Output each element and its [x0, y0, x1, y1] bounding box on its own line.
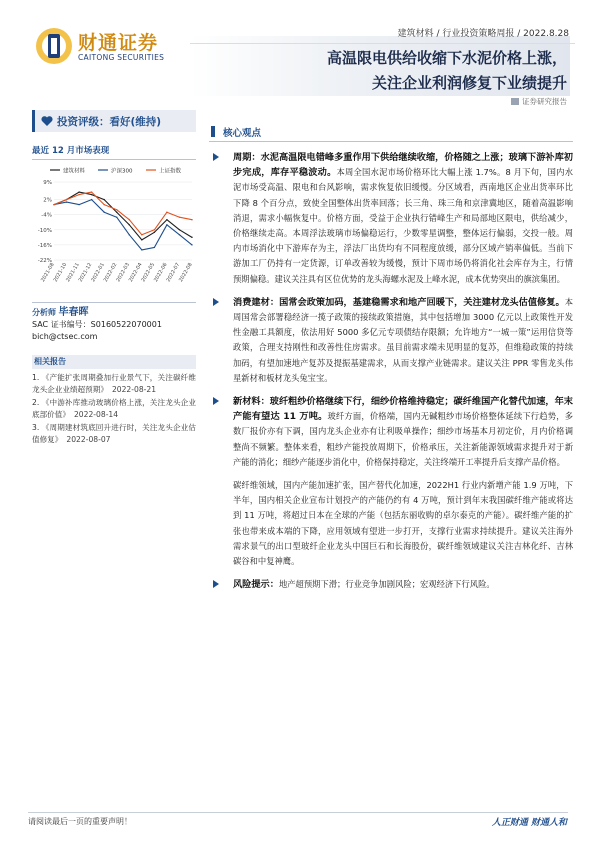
paragraph-body: 碳纤维领域，国内产能加速扩张，国产替代化加速，2022H1 行业内新增产能 1.9 万吨，下半年，国内相关企业宣布计划投产的产能仍约有 4 万吨，预计到年末我国碳纤维产能或将达到 11 万吨，将超过日本在全球的产能（包括东丽收购的卓尔泰克的产能）。碳纤维产能的扩张也带来成本端的下降，应用领域有望进一步打开，支撑行业需求持续提升。建议关注海外需求景气的出口型玻纤企业龙头中国巨石和长海股份，碳纤维领域建议关注吉林化纤、吉林碳谷和中复神鹰。: [233, 480, 573, 567]
paragraph-lead: 风险提示：: [233, 579, 279, 591]
data-point: [78, 204, 79, 205]
paragraph-body: 本周全国水泥市场价格环比大幅上涨 1.7%。8 月下旬，国内水泥市场受高温、限电和台风影响，需求恢复依旧缓慢。分区域看，西南地区企业出货率环比下降 8 个百分点，致使全国整体出货率回落；长三角、珠三角和京津冀地区，随着高温影响消退，需求小幅恢复中。价格方面，受益于企业执行错峰生产和局部地区限电，供给减少，价格继续走高。本周浮法玻璃市场偏稳运行，少数零星调整，整体运行偏弱，交投一般。周内市场消化中下游库存为主，浮法厂出货均有不同程度放缓，部分区域产销率偏低。当前下游加工厂仍持有一定货源，订单改善较为缓慢，预计下周市场仍将消化社会库存为主，行情预期偏稳。建议关注具有区位优势的龙头海螺水泥及上峰水泥，成本优势突出的旗滨集团。: [233, 167, 574, 284]
data-point: [66, 199, 67, 200]
x-tick-label: 2022-08: [178, 262, 194, 284]
related-reports-list: [32, 372, 196, 446]
paragraph-body: 本周国常会部署稳经济一揽子政策的接续政策措施，其中包括增加 3000 亿元以上政策性开发性金融工具额度，依法用好 5000 多亿元专项债结存限额；允许地方“一城一策”运用信贷等政策，合理支持刚性和改善性住房需求。虽目前需求端未见明显的复苏，但维稳政策的持续加码，有望加速地产复苏及提振基建需求，从而支撑产业链需求。建议关注 PPR 零售龙头伟星新材和板材龙头兔宝宝。: [233, 296, 573, 383]
view-paragraph-new-materials: [209, 394, 573, 470]
related-report-date: 2022-08-21: [111, 385, 157, 394]
data-point: [166, 211, 167, 212]
data-point: [91, 191, 92, 192]
data-point: [141, 234, 142, 235]
x-tick-label: 2021-11: [65, 262, 81, 284]
core-views-title: 核心观点: [209, 125, 573, 139]
related-report-item[interactable]: [32, 422, 196, 446]
logo-mark-icon: [34, 26, 74, 66]
logo-text-cn: 财通证券: [78, 32, 159, 54]
data-point: [103, 211, 104, 212]
data-point: [103, 199, 104, 200]
y-tick-label: 2%: [43, 197, 52, 204]
data-point: [154, 247, 155, 248]
company-logo: [34, 24, 184, 68]
investment-rating: 投资评级：看好(维持): [57, 116, 162, 128]
x-tick-label: 2022-07: [165, 262, 182, 284]
triangle-bullet-icon: [213, 397, 219, 405]
legend-label: 沪深300: [111, 168, 133, 175]
data-point: [116, 209, 117, 210]
related-report-text: 3. 《周期建材筑底回升进行时，关注龙头企业估值修复》: [32, 423, 196, 444]
report-icon: [511, 98, 519, 105]
data-point: [66, 201, 67, 202]
related-report-text: 1. 《产能扩张周期叠加行业景气下，关注碳纤维龙头企业业绩超预期》: [32, 373, 196, 394]
paragraph-body: 玻纤方面，价格端，国内无碱粗纱市场价格整体延续下行趋势，多数厂报价亦有下调，国内龙头企业亦有让利吸单操作；细纱市场基本月初定价，月内价格调整尚不频繁。整体来看，粗纱产能投放周期下，价格承压，关注新能源领域需求提升对于新产能的消化；细纱产能逐步消化中，价格保持稳定，关注终端开工率提升后支撑产品价格。: [233, 411, 573, 467]
data-point: [179, 234, 180, 235]
view-paragraph-cycle: [209, 150, 573, 287]
data-point: [141, 239, 142, 240]
data-point: [91, 194, 92, 195]
data-point: [179, 229, 180, 230]
footer-disclaimer[interactable]: 请阅读最后一页的重要声明！: [28, 817, 132, 826]
view-paragraph-consumer: [209, 295, 573, 386]
data-point: [154, 232, 155, 233]
related-report-text: 2. 《中游补库推动玻璃价格上涨，关注龙头企业底部价值》: [32, 398, 196, 419]
x-tick-label: 2022-03: [115, 262, 132, 284]
x-tick-label: 2021-10: [52, 262, 69, 284]
x-tick-label: 2021-08: [40, 262, 56, 284]
data-point: [129, 224, 130, 225]
legend-label: 上证指数: [159, 168, 182, 175]
main-content: [209, 125, 573, 592]
data-point: [116, 217, 117, 218]
sidebar: [32, 110, 196, 447]
data-point: [166, 224, 167, 225]
document-meta: 建筑材料 / 行业投资策略周报 / 2022.8.28: [397, 29, 569, 39]
related-report-item[interactable]: [32, 397, 196, 421]
view-paragraph-risk: [209, 577, 573, 592]
document-title: [207, 46, 567, 96]
data-point: [191, 244, 192, 245]
analyst-block: [32, 307, 196, 343]
data-point: [129, 234, 130, 235]
data-point: [53, 204, 54, 205]
data-point: [191, 237, 192, 238]
analyst-email[interactable]: bich@ctsec.com: [32, 332, 98, 341]
data-point: [91, 199, 92, 200]
x-tick-label: 2022-04: [127, 262, 144, 284]
paragraph-body: 地产超预期下滑；行业竞争加剧风险；宏观经济下行风险。: [278, 579, 495, 590]
triangle-bullet-icon: [213, 298, 219, 306]
rating-box: [32, 110, 196, 132]
analyst-label: 分析师: [32, 308, 56, 317]
footer-slogan: 人正财通 财通人和: [491, 818, 567, 828]
data-point: [129, 219, 130, 220]
related-reports-title: 相关报告: [32, 355, 196, 369]
related-report-date: 2022-08-14: [73, 410, 119, 419]
analyst-divider: [32, 302, 196, 303]
header-divider: [190, 43, 575, 44]
data-point: [191, 219, 192, 220]
x-tick-label: 2021-12: [77, 262, 94, 284]
triangle-bullet-icon: [213, 153, 219, 161]
page-header: [0, 0, 595, 110]
paragraph-lead: 周期：水泥高温限电错峰多重作用下供给继续收缩，价格随之上涨；玻璃下游补库初步完成，库存平稳波动。: [233, 152, 573, 179]
paragraph-lead: 新材料：玻纤粗纱价格继续下行，细纱价格维持稳定；碳纤维国产化替代加速，年末产能有望达 11 万吨。: [233, 396, 573, 423]
market-performance-chart: [32, 164, 196, 290]
y-tick-label: 9%: [43, 180, 52, 186]
view-paragraph-carbon-fiber: [209, 478, 573, 569]
data-point: [103, 204, 104, 205]
core-views-divider: [209, 141, 573, 142]
data-point: [179, 217, 180, 218]
document-type-label: 证券研究报告: [522, 97, 567, 106]
paragraph-lead: 消费建材：国常会政策加码，基建稳需求和地产回暖下，关注建材龙头估值修复。: [233, 296, 565, 308]
market-performance-title: 最近 12 月市场表现: [32, 144, 196, 160]
data-point: [78, 194, 79, 195]
analyst-name: 毕春晖: [58, 307, 89, 318]
x-tick-label: 2022-06: [152, 262, 169, 284]
y-tick-label: -16%: [37, 242, 52, 249]
y-tick-label: -4%: [41, 212, 52, 219]
x-tick-label: 2022-05: [140, 262, 157, 284]
series-line: [54, 192, 192, 240]
performance-chart-svg: [32, 164, 196, 290]
heart-icon: [41, 115, 53, 127]
y-tick-label: -10%: [37, 227, 52, 234]
related-report-date: 2022-08-07: [66, 435, 111, 444]
data-point: [154, 229, 155, 230]
related-report-item[interactable]: [32, 372, 196, 396]
analyst-sac: SAC 证书编号：S0160522070001: [32, 320, 162, 329]
document-type: [511, 96, 567, 107]
x-tick-label: 2022-02: [102, 262, 119, 284]
data-point: [141, 249, 142, 250]
series-line: [54, 200, 192, 250]
data-point: [166, 219, 167, 220]
title-line-2: 关注企业利润修复下业绩提升: [371, 74, 567, 92]
title-line-1: 高温限电供给收缩下水泥价格上涨，: [326, 49, 567, 67]
legend-label: 建筑材料: [63, 168, 86, 175]
triangle-bullet-icon: [213, 580, 219, 588]
data-point: [116, 211, 117, 212]
y-tick-label: -22%: [37, 258, 52, 264]
logo-text-en: CAITONG SECURITIES: [78, 53, 165, 62]
x-tick-label: 2022-01: [90, 262, 106, 284]
footer-divider: [28, 812, 568, 813]
data-point: [78, 191, 79, 192]
